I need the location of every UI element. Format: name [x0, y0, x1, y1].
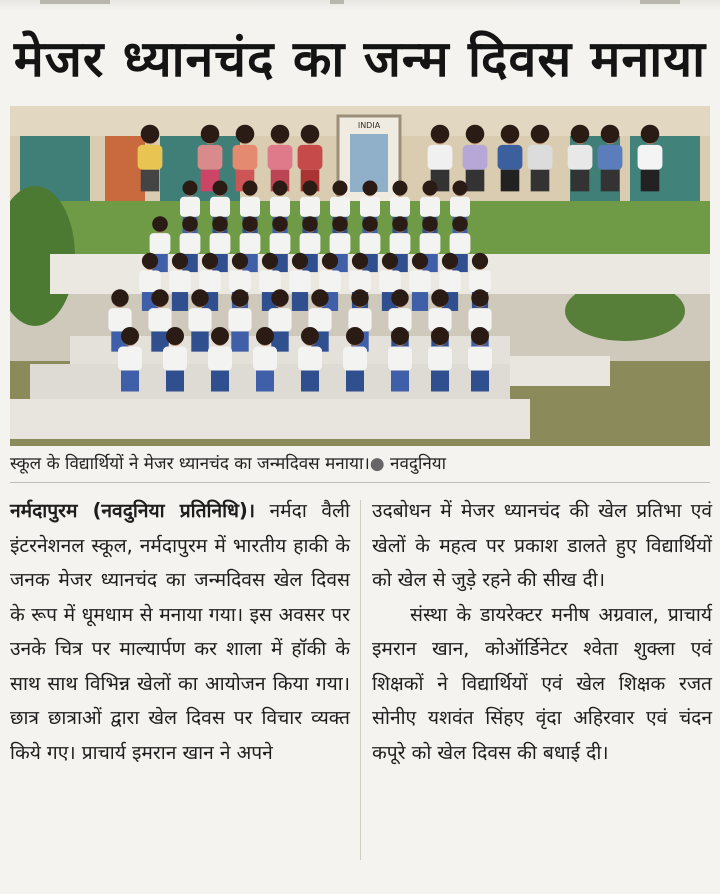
staff-member	[568, 125, 593, 192]
caption-text: स्कूल के विद्यार्थियों ने मेजर ध्यानचंद का जन्मदिवस मनाया।	[10, 454, 370, 474]
student	[118, 327, 142, 392]
side-block	[510, 356, 610, 386]
paragraph-1-text: नर्मदा वैली इंटरनेशनल स्कूल, नर्मदापुरम में भारतीय हाकी के जनक मेजर ध्यानचंद का जन्मदिवस खेल दिवस के रूप में धूमधाम से मनाया गया। इस अवसर पर उनके चित्र पर माल्यार्पण कर शाला में हॉकी के साथ साथ विभिन्न खेलों का आयोजन किया गया। छात्र छात्राओं द्वारा खेल दिवस पर विचार व्यक्त किये गए। प्राचार्य इमरान खान ने अपने	[10, 499, 350, 764]
staff-member	[233, 125, 258, 192]
staff-member	[138, 125, 163, 192]
student	[208, 327, 232, 392]
article-column-left	[10, 494, 350, 770]
article-paragraph-1	[10, 494, 350, 770]
dateline: नर्मदापुरम (नवदुनिया प्रतिनिधि)।	[10, 499, 255, 522]
student	[289, 253, 311, 311]
student	[268, 289, 291, 351]
staff-member	[638, 125, 663, 192]
student	[298, 327, 322, 392]
staff-member	[463, 125, 488, 192]
clipped-text-fragment	[40, 0, 110, 4]
bullet-separator: ●	[369, 454, 385, 474]
headline: मेजर ध्यानचंद का जन्म दिवस मनाया	[13, 30, 707, 88]
staff-member	[528, 125, 553, 192]
photo-caption	[10, 449, 710, 479]
caption-source: नवदुनिया	[390, 454, 447, 474]
staff-member	[498, 125, 523, 192]
group-photo	[10, 106, 710, 446]
column-divider	[360, 500, 361, 860]
article-column-right	[372, 494, 712, 770]
clipped-text-fragment	[640, 0, 680, 4]
student	[468, 327, 492, 392]
article-paragraph-3: संस्था के डायरेक्टर मनीष अग्रवाल, प्राचार्य इमरान खान, कोऑर्डिनेटर श्वेता शुक्ला एवं शिक्षकों ने विद्यार्थियों एवं खेल शिक्षक रजत सोनीए यशवंत सिंहए वृंदा अहिरवार एवं चंदन कपूरे को खेल दिवस की बधाई दी।	[372, 602, 712, 764]
portrait-banner-text: INDIA	[357, 121, 381, 130]
staff-member	[598, 125, 623, 192]
student	[148, 289, 171, 351]
group-photo-illustration	[10, 106, 710, 446]
clipped-text-fragment	[330, 0, 344, 4]
student	[343, 327, 367, 392]
article-paragraph-2: उदबोधन में मेजर ध्यानचंद की खेल प्रतिभा एवं खेलों के महत्व पर प्रकाश डालते हुए विद्यार्थियों को खेल से जुड़े रहने की सीख दी।	[372, 499, 712, 591]
student	[388, 327, 412, 392]
caption-divider	[10, 482, 710, 483]
student	[228, 289, 251, 351]
step-lower	[10, 399, 530, 439]
student	[253, 327, 277, 392]
top-clipping-edge	[0, 0, 720, 10]
student	[169, 253, 191, 311]
student	[409, 253, 431, 311]
student	[163, 327, 187, 392]
student	[428, 327, 452, 392]
student	[188, 289, 211, 351]
